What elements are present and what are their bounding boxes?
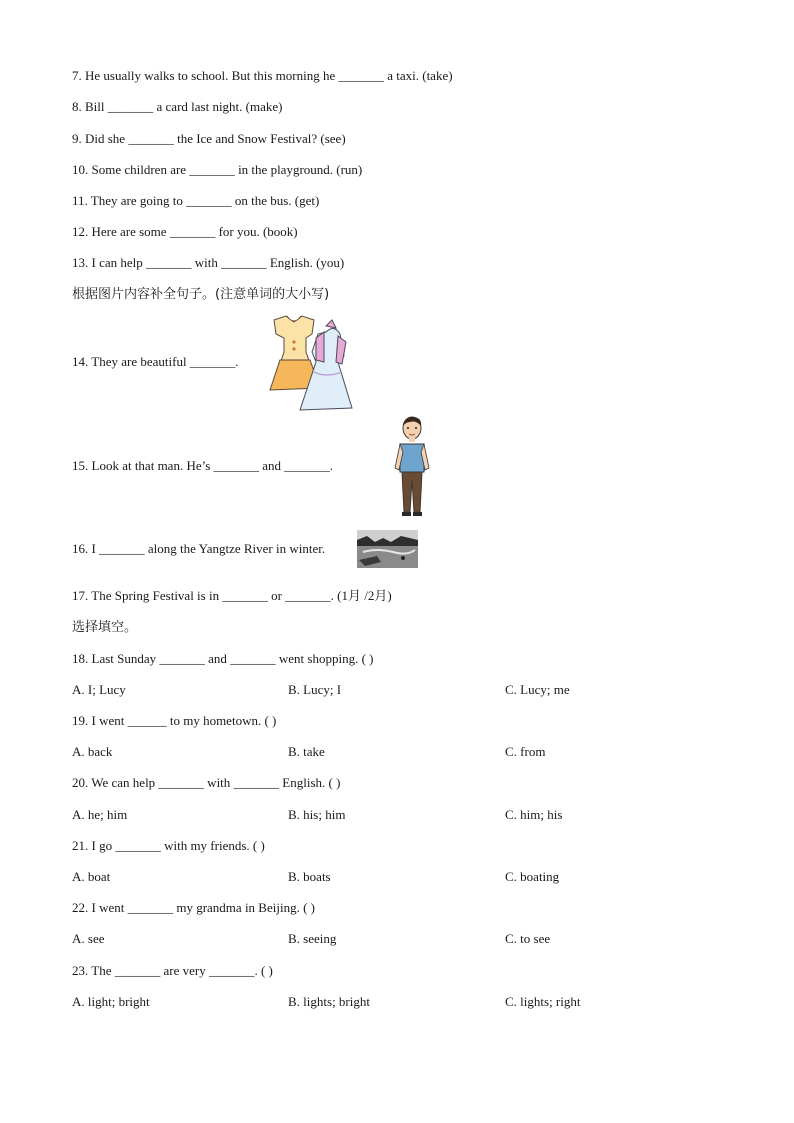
option-c[interactable]: C. boating [505,869,560,884]
question-13: 13. I can help _______ with _______ English. (you) [72,255,345,270]
question-20: 20. We can help _______ with _______ English. ( ) [72,775,341,790]
question-22: 22. I went _______ my grandma in Beijing. ( ) [72,900,315,915]
question-8: 8. Bill _______ a card last night. (make) [72,99,283,114]
question-12: 12. Here are some _______ for you. (book) [72,224,298,239]
question-17: 17. The Spring Festival is in _______ or _______. (1月 /2月) [72,588,392,603]
option-c[interactable]: C. to see [505,931,551,946]
option-b[interactable]: B. boats [288,869,331,884]
option-b[interactable]: B. seeing [288,931,337,946]
question-7: 7. He usually walks to school. But this morning he _______ a taxi. (take) [72,68,453,83]
option-c[interactable]: C. Lucy; me [505,682,570,697]
question-10: 10. Some children are _______ in the playground. (run) [72,162,363,177]
river-skating-icon [357,530,418,568]
option-a[interactable]: A. boat [72,869,111,884]
option-b[interactable]: B. lights; bright [288,994,370,1009]
option-b[interactable]: B. take [288,744,325,759]
option-b[interactable]: B. Lucy; I [288,682,342,697]
dresses-icon [254,312,364,414]
option-b[interactable]: B. his; him [288,807,346,822]
option-a[interactable]: A. he; him [72,807,128,822]
section-heading-picture: 根据图片内容补全句子。(注意单词的大小写) [72,287,330,302]
question-15: 15. Look at that man. He’s _______ and _______. [72,458,334,473]
question-21: 21. I go _______ with my friends. ( ) [72,838,265,853]
option-c[interactable]: C. from [505,744,546,759]
option-a[interactable]: A. I; Lucy [72,682,126,697]
question-11: 11. They are going to _______ on the bus. (get) [72,193,320,208]
option-c[interactable]: C. him; his [505,807,563,822]
option-c[interactable]: C. lights; right [505,994,581,1009]
question-16: 16. I _______ along the Yangtze River in winter. [72,541,326,556]
option-a[interactable]: A. light; bright [72,994,150,1009]
question-19: 19. I went ______ to my hometown. ( ) [72,713,277,728]
man-icon [392,414,432,520]
option-a[interactable]: A. see [72,931,105,946]
question-9: 9. Did she _______ the Ice and Snow Festival? (see) [72,131,346,146]
question-18: 18. Last Sunday _______ and _______ went shopping. ( ) [72,651,374,666]
question-14: 14. They are beautiful _______. [72,354,239,369]
question-23: 23. The _______ are very _______. ( ) [72,963,273,978]
section-heading-choice: 选择填空。 [72,620,138,635]
option-a[interactable]: A. back [72,744,113,759]
